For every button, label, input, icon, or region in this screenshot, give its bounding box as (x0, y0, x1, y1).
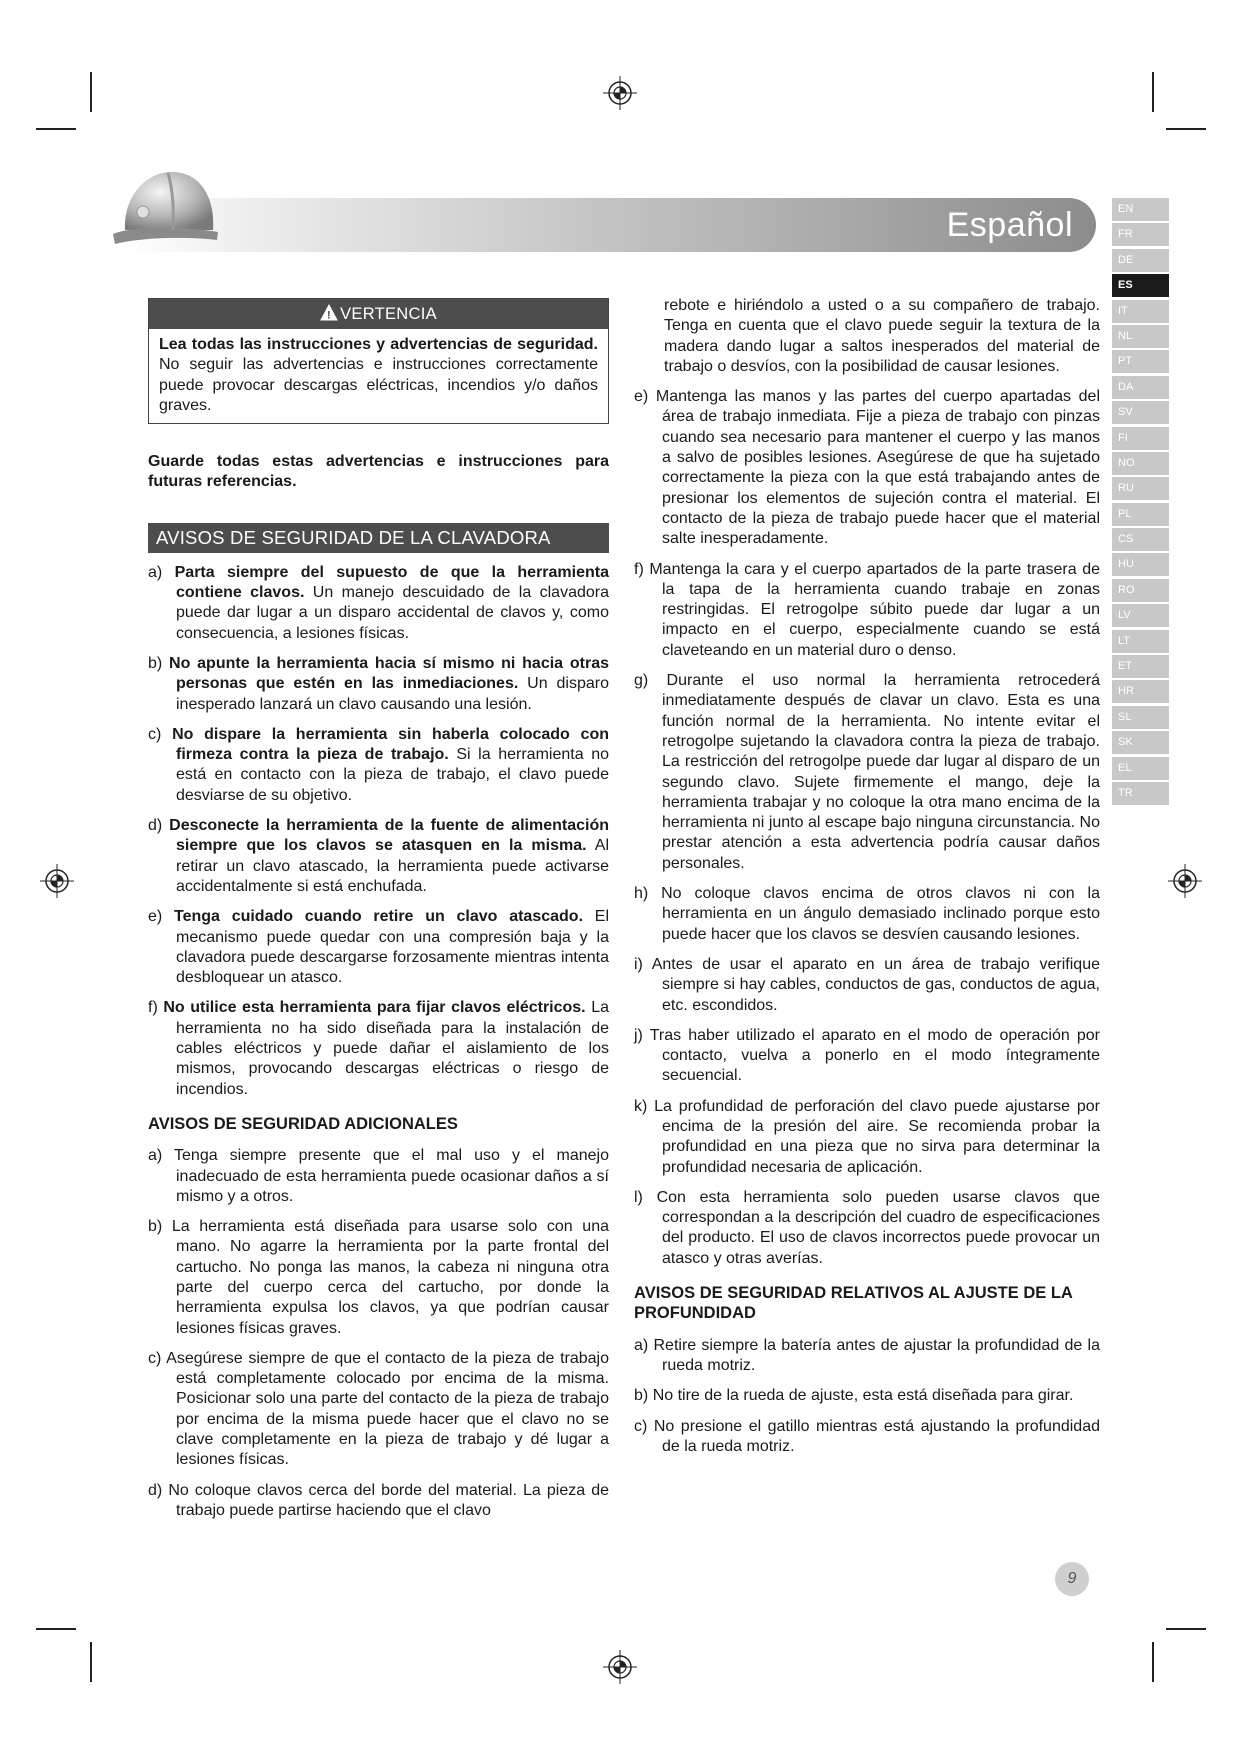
item-letter: c) (148, 725, 162, 743)
depth-section-title: AVISOS DE SEGURIDAD RELATIVOS AL AJUSTE DE LA PROFUNDIDAD (634, 1284, 1073, 1323)
depth-items (634, 1336, 1100, 1457)
item-letter: b) (634, 1387, 649, 1405)
language-tab-cs[interactable]: CS (1112, 528, 1169, 551)
language-tab-et[interactable]: ET (1112, 655, 1169, 678)
list-item (634, 1336, 1100, 1377)
language-tab-hr[interactable]: HR (1112, 680, 1169, 703)
right-items (634, 387, 1100, 1269)
item-letter: f) (148, 999, 158, 1017)
page-title: Español (946, 206, 1073, 244)
continuation-text: rebote e hiriéndolo a usted o a su compañero de trabajo. Tenga en cuenta que el clavo puede seguir la textura de la madera dando lugar a saltos inesperados del material de trabajo o desvíos, con la posibilidad de causar lesiones. (664, 297, 1100, 375)
item-text: Un disparo inesperado lanzará un clavo causando una lesión. (176, 675, 609, 713)
language-tab-no[interactable]: NO (1112, 452, 1169, 475)
item-text: No coloque clavos cerca del borde del material. La pieza de trabajo puede partirse haciendo que el clavo (168, 1481, 609, 1519)
item-text: Tenga siempre presente que el mal uso y el manejo inadecuado de esta herramienta puede ocasionar daños a sí mismo y a otros. (174, 1147, 609, 1205)
item-text: Un manejo descuidado de la clavadora puede dar lugar a un disparo accidental de clavos y, como consecuencia, a lesiones físicas. (176, 584, 609, 642)
registration-mark-icon (603, 76, 637, 110)
language-tab-en[interactable]: EN (1112, 198, 1169, 221)
item-text: Tras haber utilizado el aparato en el modo de operación por contacto, vuelva a ponerlo en el modo íntegramente secuencial. (649, 1026, 1101, 1085)
list-item (634, 560, 1100, 661)
list-item (634, 387, 1100, 549)
item-text: Asegúrese siempre de que el contacto de la pieza de trabajo está completamente colocado por encima de la misma. Posicionar solo una parte del contacto de la pieza de trabajo por encima de la misma puede hacer que el clavo no se clave completamente en la pieza de trabajo y dé lugar a lesiones físicas. (166, 1349, 610, 1469)
item-letter: l) (634, 1188, 643, 1206)
list-item (148, 654, 609, 715)
item-bold-text: No apunte la herramienta hacia sí mismo ni hacia otras personas que estén en las inmediaciones. (169, 654, 609, 693)
language-tab-nl[interactable]: NL (1112, 325, 1169, 348)
item-letter: f) (634, 560, 644, 578)
item-letter: g) (634, 672, 649, 690)
warning-triangle-icon (320, 304, 338, 322)
warning-bold-text: Lea todas las instrucciones y advertencias de seguridad. (159, 336, 598, 353)
item-letter: i) (634, 955, 643, 973)
crop-mark (36, 1628, 76, 1630)
item-letter: e) (148, 908, 163, 926)
item-text: Al retirar un clavo atascado, la herramienta puede activarse accidentalmente si está enchufada. (176, 837, 610, 895)
list-item (634, 1386, 1100, 1406)
language-tab-hu[interactable]: HU (1112, 553, 1169, 576)
list-item (634, 884, 1100, 945)
item-bold-text: Tenga cuidado cuando retire un clavo atascado. (174, 908, 584, 926)
page-number: 9 (1055, 1562, 1089, 1596)
language-tab-pl[interactable]: PL (1112, 503, 1169, 526)
additional-section-title: AVISOS DE SEGURIDAD ADICIONALES (148, 1114, 458, 1133)
item-text: Con esta herramienta solo pueden usarse clavos que correspondan a la descripción del cuadro de especificaciones del producto. El uso de clavos incorrectos puede provocar un atasco y otras averías. (656, 1188, 1100, 1267)
language-tab-fr[interactable]: FR (1112, 223, 1169, 246)
item-text: Mantenga las manos y las partes del cuerpo apartadas del área de trabajo inmediata. Fije a pieza de trabajo con pinzas cuando sea necesario para mantener el cuerpo y las manos a salvo de posibles lesiones. Asegúrese de que ha sujetado correctamente la pieza con la que está trabajando antes de presionar los elementos de sujeción contra el material. El contacto de la pieza de trabajo puede hacer que el material salte inesperadamente. (655, 388, 1100, 548)
item-bold-text: Desconecte la herramienta de la fuente de alimentación siempre que los clavos se atasquen en la misma. (169, 817, 609, 855)
warning-header (149, 299, 608, 329)
language-tab-es[interactable]: ES (1112, 274, 1169, 297)
item-text: Durante el uso normal la herramienta retrocederá inmediatamente después de clavar un clavo. Esta es una función normal de la herramienta. No intente evitar el retrogolpe sujetando la clavadora contra la pieza de trabajo. La restricción del retrogolpe puede dar lugar al disparo de un segundo clavo. Sujete firmemente el mango, deje la herramienta trabajar y no coloque la otra mano encima de la herramienta ni junto al escape bajo ninguna circunstancia. No prestar atención a esta advertencia podría causar daños personales. (662, 672, 1100, 872)
svg-text:!: ! (327, 309, 332, 322)
crop-mark (36, 128, 76, 130)
item-letter: a) (148, 563, 163, 581)
nailer-section-title: AVISOS DE SEGURIDAD DE LA CLAVADORA (148, 523, 609, 553)
item-letter: d) (148, 817, 163, 835)
crop-mark (90, 72, 92, 112)
list-item (148, 907, 609, 988)
item-bold-text: No dispare la herramienta sin haberla colocado con firmeza contra la pieza de trabajo. (172, 725, 609, 764)
list-item (148, 1481, 609, 1522)
item-text: La herramienta está diseñada para usarse solo con una mano. No agarre la herramienta por la parte frontal del cartucho. No ponga las manos, la cabeza ni ninguna otra parte del cuerpo cerca del cartucho, por donde la herramienta expulsa los clavos, ya que podrían causar lesiones físicas graves. (171, 1218, 610, 1337)
item-text: No tire de la rueda de ajuste, esta está diseñada para girar. (652, 1387, 1074, 1405)
save-note: Guarde todas estas advertencias e instrucciones para futuras referencias. (148, 453, 609, 491)
item-letter: j) (634, 1026, 643, 1044)
language-tab-sv[interactable]: SV (1112, 401, 1169, 424)
nailer-items (148, 563, 609, 1100)
additional-items (148, 1146, 609, 1521)
list-item (148, 725, 609, 806)
language-tab-ru[interactable]: RU (1112, 477, 1169, 500)
list-item (148, 1349, 609, 1471)
item-letter: a) (148, 1147, 163, 1165)
item-letter: k) (634, 1097, 648, 1115)
item-letter: b) (148, 654, 163, 672)
crop-mark (1152, 1642, 1154, 1682)
list-item (634, 671, 1100, 874)
crop-mark (1152, 72, 1154, 112)
item-text: No presione el gatillo mientras está ajustando la profundidad de la rueda motriz. (653, 1417, 1100, 1455)
language-tab-de[interactable]: DE (1112, 249, 1169, 272)
list-item (148, 1146, 609, 1207)
registration-mark-icon (40, 864, 74, 898)
item-letter: d) (148, 1481, 163, 1499)
crop-mark (1166, 128, 1206, 130)
crop-mark (1166, 1628, 1206, 1630)
item-text: La herramienta no ha sido diseñada para la instalación de cables eléctricos y puede dañar el aislamiento de los mismos, provocando descargas eléctricas o riesgo de incendios. (176, 999, 610, 1098)
list-item (148, 1217, 609, 1339)
language-tab-lt[interactable]: LT (1112, 630, 1169, 653)
item-letter: c) (634, 1417, 648, 1435)
list-item (148, 998, 609, 1099)
item-text: No coloque clavos encima de otros clavos ni con la herramienta en un ángulo demasiado inclinado porque esto puede hacer que los clavos se desvíen causando lesiones. (661, 885, 1100, 943)
warning-body (149, 329, 608, 423)
item-text: Retire siempre la batería antes de ajustar la profundidad de la rueda motriz. (653, 1336, 1100, 1374)
item-letter: b) (148, 1218, 163, 1236)
item-letter: e) (634, 388, 649, 406)
language-tab-da[interactable]: DA (1112, 376, 1169, 399)
item-letter: c) (148, 1349, 162, 1367)
language-tab-tr[interactable]: TR (1112, 782, 1169, 805)
item-bold-text: No utilice esta herramienta para fijar clavos eléctricos. (163, 999, 586, 1017)
list-item (634, 1026, 1100, 1087)
language-tab-sk[interactable]: SK (1112, 731, 1169, 754)
item-text: Antes de usar el aparato en un área de trabajo verifique siempre si hay cables, conductos de gas, conductos de agua, etc. escondidos. (651, 955, 1100, 1014)
warning-box (148, 298, 609, 424)
list-item (634, 1188, 1100, 1269)
item-text: Mantenga la cara y el cuerpo apartados de la parte trasera de la tapa de la herramienta cuando trabaje en zonas restringidas. El retrogolpe súbito puede dar lugar a un impacto en el cuerpo, especialmente cuando se está claveteando en un material duro o denso. (649, 560, 1100, 659)
registration-mark-icon (603, 1650, 637, 1684)
language-tab-ro[interactable]: RO (1112, 579, 1169, 602)
language-tab-fi[interactable]: FI (1112, 427, 1169, 450)
item-letter: a) (634, 1336, 649, 1354)
language-tab-el[interactable]: EL (1112, 757, 1169, 780)
item-text: El mecanismo puede quedar con una compresión baja y la clavadora puede descargarse forzosamente mientras intenta desbloquear un atasco. (176, 908, 610, 987)
item-letter: h) (634, 885, 649, 903)
list-item (634, 1097, 1100, 1178)
registration-mark-icon (1168, 864, 1202, 898)
list-item (148, 563, 609, 644)
list-item (634, 1417, 1100, 1458)
item-text: La profundidad de perforación del clavo puede ajustarse por encima de la presión del aire. Se recomienda probar la profundidad en una pieza que no sirva para determinar la profundidad necesaria de aplicación. (654, 1097, 1100, 1176)
left-column (148, 298, 609, 1531)
language-tab-sl[interactable]: SL (1112, 706, 1169, 729)
warning-title: VERTENCIA (340, 305, 437, 323)
language-tabs (1112, 198, 1169, 807)
item-bold-text: Parta siempre del supuesto de que la herramienta contiene clavos. (174, 563, 609, 602)
warning-text: No seguir las advertencias e instrucciones correctamente puede provocar descargas eléctricas, incendios y/o daños graves. (159, 356, 598, 414)
safety-helmet-icon (113, 160, 218, 260)
right-column (634, 296, 1100, 1467)
crop-mark (90, 1642, 92, 1682)
list-item (148, 816, 609, 897)
list-item (634, 955, 1100, 1016)
language-tab-it[interactable]: IT (1112, 300, 1169, 323)
language-tab-lv[interactable]: LV (1112, 604, 1169, 627)
language-tab-pt[interactable]: PT (1112, 350, 1169, 373)
item-text: Si la herramienta no está en contacto con la pieza de trabajo, el clavo puede desviarse de su objetivo. (176, 746, 610, 804)
